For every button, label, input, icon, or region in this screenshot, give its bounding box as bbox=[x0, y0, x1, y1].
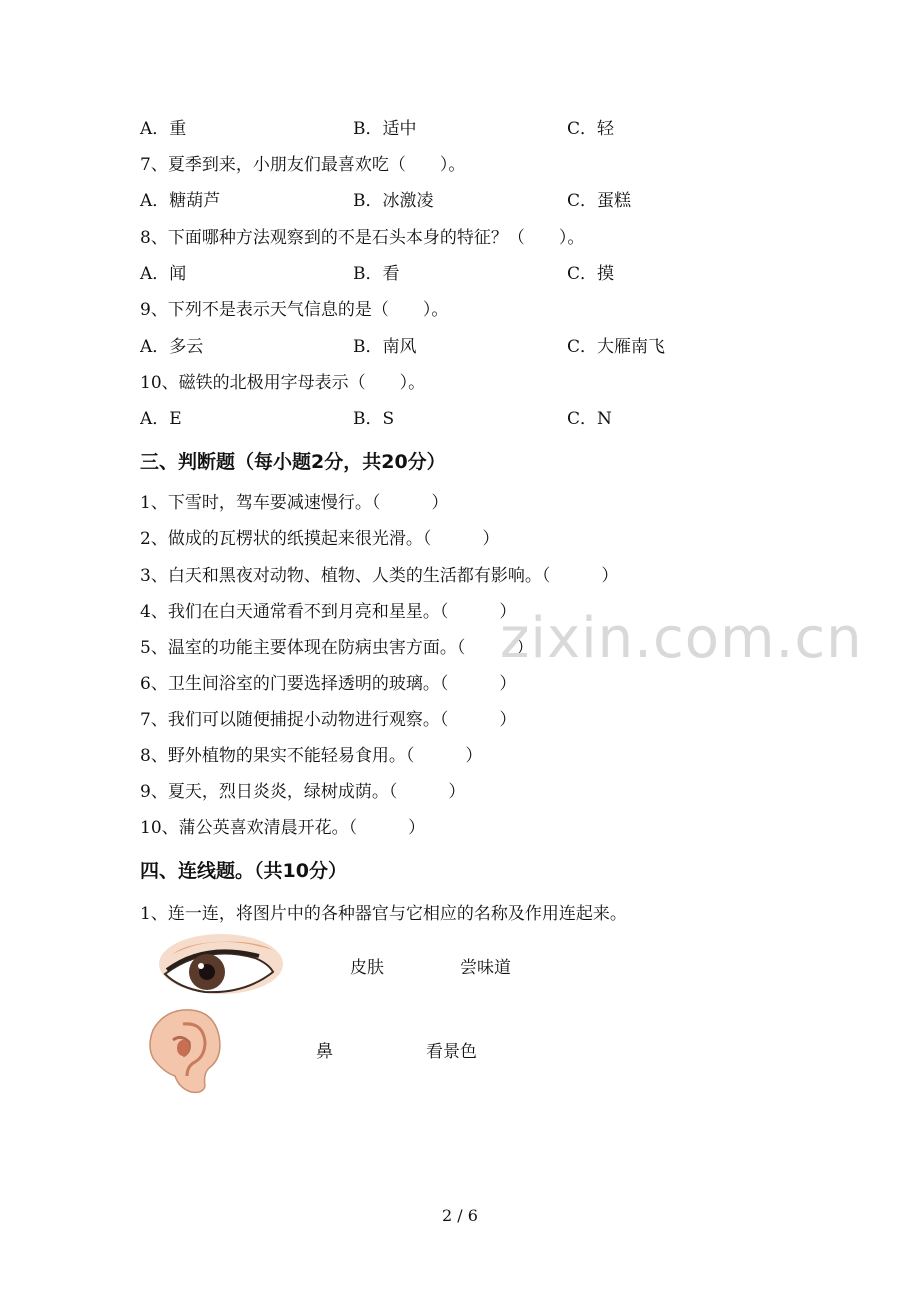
q6-option-b: B．适中 bbox=[353, 119, 417, 139]
ear-icon bbox=[143, 1006, 233, 1096]
judge-item: 7、我们可以随便捕捉小动物进行观察。（ ） bbox=[140, 710, 517, 730]
section4-title: 四、连线题。（共10分） bbox=[140, 860, 347, 882]
page-number: 2 / 6 bbox=[442, 1206, 478, 1225]
q6-option-a: A．重 bbox=[140, 119, 187, 139]
q10-option-b: B．S bbox=[353, 409, 395, 429]
watermark: zixin.com.cn bbox=[500, 606, 863, 671]
judge-item: 9、夏天，烈日炎炎，绿树成荫。（ ） bbox=[140, 782, 466, 802]
section3-title: 三、判断题（每小题2分，共20分） bbox=[140, 451, 446, 473]
q8-option-a: A．闻 bbox=[140, 264, 187, 284]
matching-question: 1、连一连，将图片中的各种器官与它相应的名称及作用连起来。 bbox=[140, 904, 627, 924]
judge-item: 3、白天和黑夜对动物、植物、人类的生活都有影响。（ ） bbox=[140, 566, 619, 586]
q10-question: 10、磁铁的北极用字母表示（ ）。 bbox=[140, 373, 426, 393]
judge-item: 6、卫生间浴室的门要选择透明的玻璃。（ ） bbox=[140, 674, 517, 694]
judge-item: 5、温室的功能主要体现在防病虫害方面。（ ） bbox=[140, 638, 534, 658]
q10-option-c: C．N bbox=[567, 409, 612, 429]
judge-item: 1、下雪时，驾车要减速慢行。（ ） bbox=[140, 493, 449, 513]
q9-option-a: A．多云 bbox=[140, 337, 204, 357]
q9-option-b: B．南风 bbox=[353, 337, 417, 357]
q8-option-c: C．摸 bbox=[567, 264, 615, 284]
q7-question: 7、夏季到来，小朋友们最喜欢吃（ ）。 bbox=[140, 155, 466, 175]
q8-option-b: B．看 bbox=[353, 264, 400, 284]
label-skin: 皮肤 bbox=[350, 958, 384, 978]
q6-option-c: C．轻 bbox=[567, 119, 615, 139]
q9-option-c: C．大雁南飞 bbox=[567, 337, 666, 357]
label-nose: 鼻 bbox=[316, 1042, 333, 1062]
judge-item: 10、蒲公英喜欢清晨开花。（ ） bbox=[140, 818, 426, 838]
q9-question: 9、下列不是表示天气信息的是（ ）。 bbox=[140, 300, 449, 320]
judge-item: 8、野外植物的果实不能轻易食用。（ ） bbox=[140, 746, 483, 766]
q10-option-a: A．E bbox=[140, 409, 182, 429]
judge-item: 2、做成的瓦楞状的纸摸起来很光滑。（ ） bbox=[140, 529, 500, 549]
q7-option-c: C．蛋糕 bbox=[567, 191, 632, 211]
eye-icon bbox=[155, 930, 285, 1002]
judge-item: 4、我们在白天通常看不到月亮和星星。（ ） bbox=[140, 602, 517, 622]
q7-option-a: A．糖葫芦 bbox=[140, 191, 221, 211]
label-taste: 尝味道 bbox=[460, 958, 511, 978]
q7-option-b: B．冰激凌 bbox=[353, 191, 434, 211]
label-see-scenery: 看景色 bbox=[426, 1042, 477, 1062]
q8-question: 8、下面哪种方法观察到的不是石头本身的特征？（ ）。 bbox=[140, 228, 585, 248]
